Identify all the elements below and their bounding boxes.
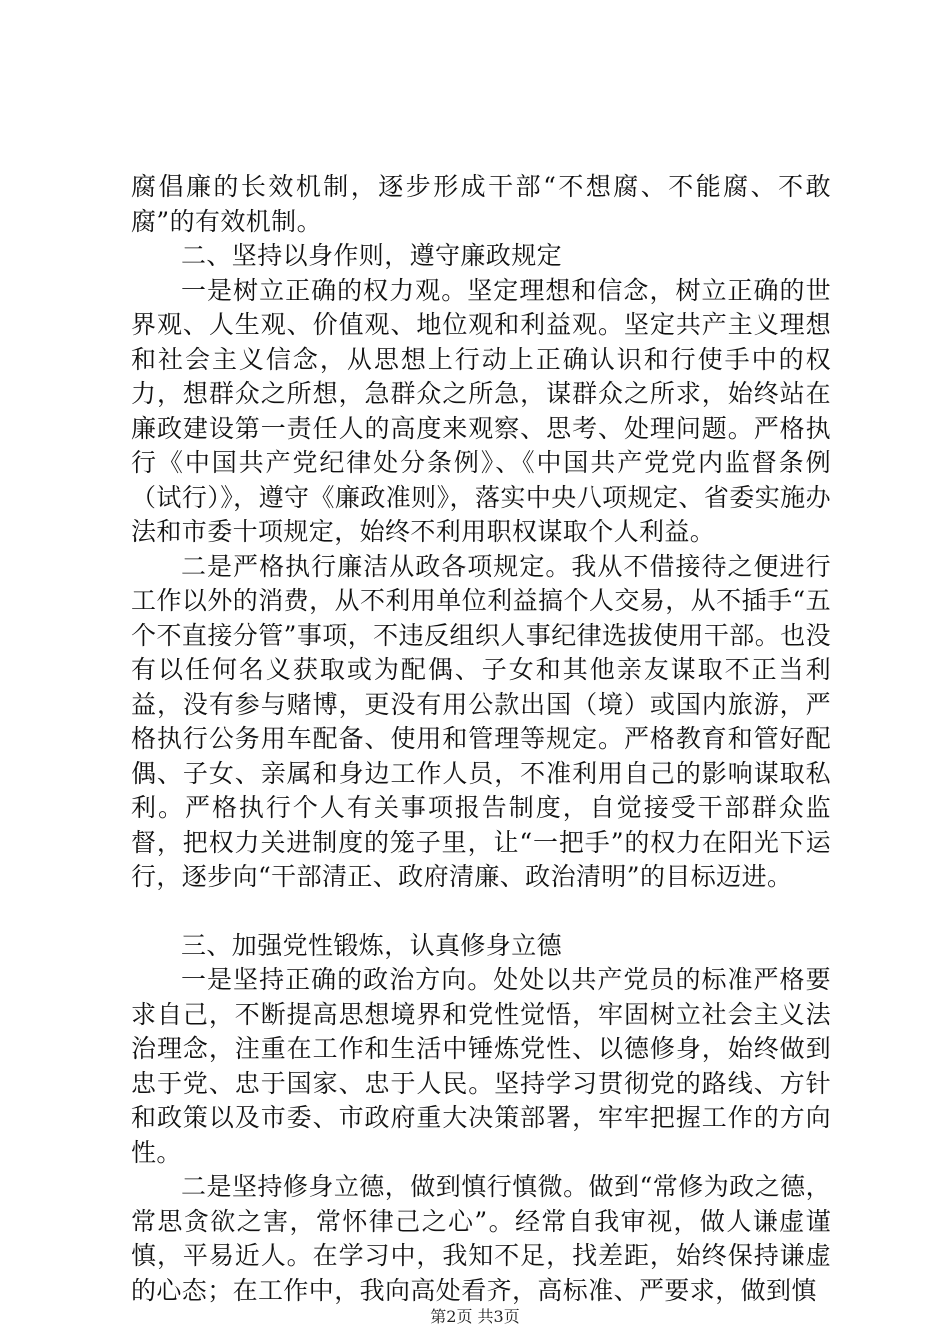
section-heading-2: 二、坚持以身作则，遵守廉政规定 <box>181 241 563 270</box>
paragraph-self-cultivation: 二是坚持修身立德，做到慎行慎微。做到“常修为政之德，常思贪欲之害，常怀律己之心”。经常自我审视，做人谦虚谨慎，平易近人。在学习中，我知不足，找差距，始终保持谦虚的心态；在工作中，我向高处看齐，高标准、严要求，做到慎 <box>131 1172 831 1305</box>
section-heading-3: 三、加强党性锻炼，认真修身立德 <box>181 930 563 960</box>
paragraph-integrity-rules: 二是严格执行廉洁从政各项规定。我从不借接待之便进行工作以外的消费，从不利用单位利益搞个人交易，从不插手“五个不直接分管”事项，不违反组织人事纪律选拔使用干部。也没有以任何名义获取或为配偶、子女和其他亲友谋取不正当利益，没有参与赌博，更没有用公款出国（境）或国内旅游，严格执行公务用车配备、使用和管理等规定。严格教育和管好配偶、子女、亲属和身边工作人员，不准利用自己的影响谋取私利。严格执行个人有关事项报告制度，自觉接受干部群众监督，把权力关进制度的笼子里，让“一把手”的权力在阳光下运行，逐步向“干部清正、政府清廉、政治清明”的目标迈进。 <box>131 551 831 891</box>
document-body <box>131 170 831 1308</box>
paragraph-political-direction: 一是坚持正确的政治方向。处处以共产党员的标准严格要求自己，不断提高思想境界和党性觉悟，牢固树立社会主义法治理念，注重在工作和生活中锤炼党性、以德修身，始终做到忠于党、忠于国家、忠于人民。坚持学习贯彻党的路线、方针和政策以及市委、市政府重大决策部署，牢牢把握工作的方向性。 <box>131 965 831 1167</box>
paragraph-gap <box>131 895 831 929</box>
paragraph-0: 腐倡廉的长效机制，逐步形成干部“不想腐、不能腐、不敢腐”的有效机制。 <box>131 172 831 236</box>
paragraph-power-view: 一是树立正确的权力观。坚定理想和信念，树立正确的世界观、人生观、价值观、地位观和利益观。坚定共产主义理想和社会主义信念，从思想上行动上正确认识和行使手中的权力，想群众之所想，急群众之所急，谋群众之所求，始终站在廉政建设第一责任人的高度来观察、思考、处理问题。严格执行《中国共产党纪律处分条例》、《中国共产党党内监督条例（试行）》，遵守《廉政准则》，落实中央八项规定、省委实施办法和市委十项规定，始终不利用职权谋取个人利益。 <box>131 275 831 546</box>
page-number-footer: 第2页 共3页 <box>430 1307 520 1326</box>
